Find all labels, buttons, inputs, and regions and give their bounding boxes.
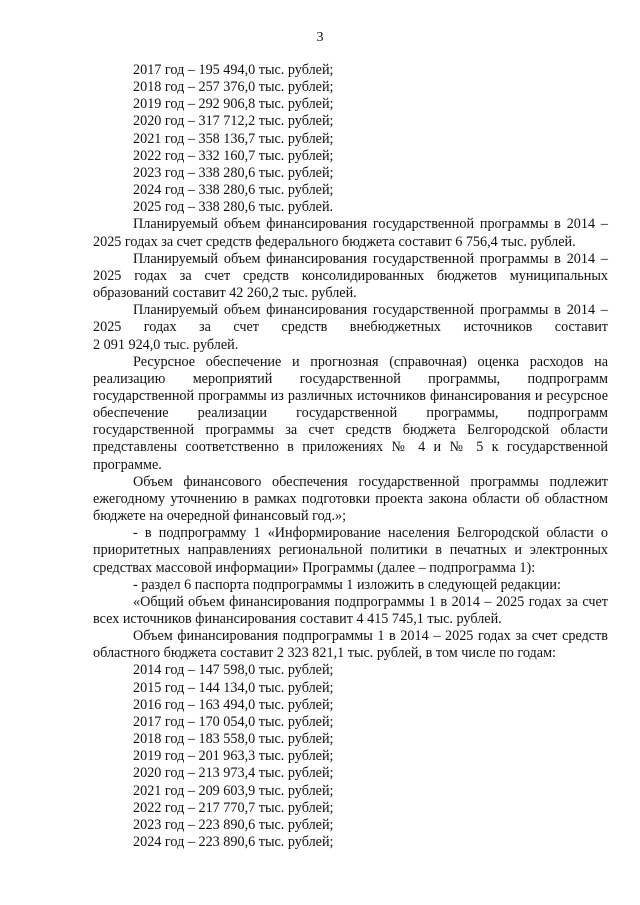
paragraph-annual-update: Объем финансового обеспечения государственной программы подлежит ежегодному уточнению в рамках подготовки проекта закона области об областном бюджете на очередной финансовый год.»; — [93, 473, 608, 525]
paragraph-municipal-budgets: Планируемый объем финансирования государственной программы в 2014 – 2025 годах за счет средств консолидированных бюджетов муниципальных образований составит 42 260,2 тыс. рублей. — [93, 250, 608, 302]
paragraph-total-volume: «Общий объем финансирования подпрограммы 1 в 2014 – 2025 годах за счет всех источников финансирования составит 4 415 745,1 тыс. рублей. — [93, 593, 608, 627]
year-amount-line: 2019 год – 292 906,8 тыс. рублей; — [133, 96, 334, 113]
year-amount-line: 2020 год – 213 973,4 тыс. рублей; — [133, 765, 334, 782]
paragraph-section-6: - раздел 6 паспорта подпрограммы 1 изложить в следующей редакции: — [133, 576, 561, 593]
page-number: 3 — [316, 30, 324, 45]
paragraph-extrabudgetary — [93, 302, 608, 353]
year-amount-line: 2023 год – 223 890,6 тыс. рублей; — [133, 816, 334, 833]
year-amount-line: 2022 год – 332 160,7 тыс. рублей; — [133, 147, 334, 164]
year-amount-line: 2018 год – 183 558,0 тыс. рублей; — [133, 731, 334, 748]
year-amount-line: 2025 год – 338 280,6 тыс. рублей. — [133, 199, 334, 216]
paragraph-line: 2025 годах за счет средств внебюджетных источников составит — [93, 319, 608, 336]
paragraph-subprogram-1: - в подпрограмму 1 «Информирование населения Белгородской области о приоритетных направлениях региональной политики в печатных и электронных средствах массовой информации» Программы (далее – подпрограмма 1): — [93, 525, 608, 576]
document-body — [93, 62, 608, 851]
year-amount-line: 2019 год – 201 963,3 тыс. рублей; — [133, 748, 334, 765]
year-amount-line: 2016 год – 163 494,0 тыс. рублей; — [133, 696, 334, 713]
year-amount-line: 2021 год – 358 136,7 тыс. рублей; — [133, 130, 334, 147]
paragraph-federal-budget: Планируемый объем финансирования государственной программы в 2014 – 2025 годах за счет средств федерального бюджета составит 6 756,4 тыс. рублей. — [93, 216, 608, 250]
year-amount-line: 2017 год – 195 494,0 тыс. рублей; — [133, 62, 334, 78]
year-amount-line: 2020 год – 317 712,2 тыс. рублей; — [133, 113, 334, 130]
years-list-subprogram-1 — [93, 662, 608, 851]
year-amount-line: 2018 год – 257 376,0 тыс. рублей; — [133, 79, 334, 96]
year-amount-line: 2024 год – 338 280,6 тыс. рублей; — [133, 182, 334, 199]
years-list-state-program — [93, 62, 608, 216]
year-amount-line: 2024 год – 223 890,6 тыс. рублей; — [133, 834, 334, 851]
paragraph-resource-support: Ресурсное обеспечение и прогнозная (справочная) оценка расходов на реализацию мероприятий государственной программы, подпрограмм государственной программы из различных источников финансирования и ресурсное обеспечение реализации государственной программы, подпрограмм государственной программы за счет средств бюджета Белгородской области представлены соответственно в приложениях № 4 и № 5 к государственной программе. — [93, 353, 608, 473]
year-amount-line: 2022 год – 217 770,7 тыс. рублей; — [133, 799, 334, 816]
year-amount-line: 2017 год – 170 054,0 тыс. рублей; — [133, 713, 334, 730]
year-amount-line: 2021 год – 209 603,9 тыс. рублей; — [133, 782, 334, 799]
year-amount-line: 2015 год – 144 134,0 тыс. рублей; — [133, 679, 334, 696]
year-amount-line: 2014 год – 147 598,0 тыс. рублей; — [133, 662, 334, 679]
paragraph-line: Планируемый объем финансирования государственной программы в 2014 – — [133, 302, 608, 319]
paragraph-line: 2 091 924,0 тыс. рублей. — [93, 336, 239, 353]
paragraph-regional-budget: Объем финансирования подпрограммы 1 в 2014 – 2025 годах за счет средств областного бюджета составит 2 323 821,1 тыс. рублей, в том числе по годам: — [93, 628, 608, 662]
year-amount-line: 2023 год – 338 280,6 тыс. рублей; — [133, 164, 334, 181]
